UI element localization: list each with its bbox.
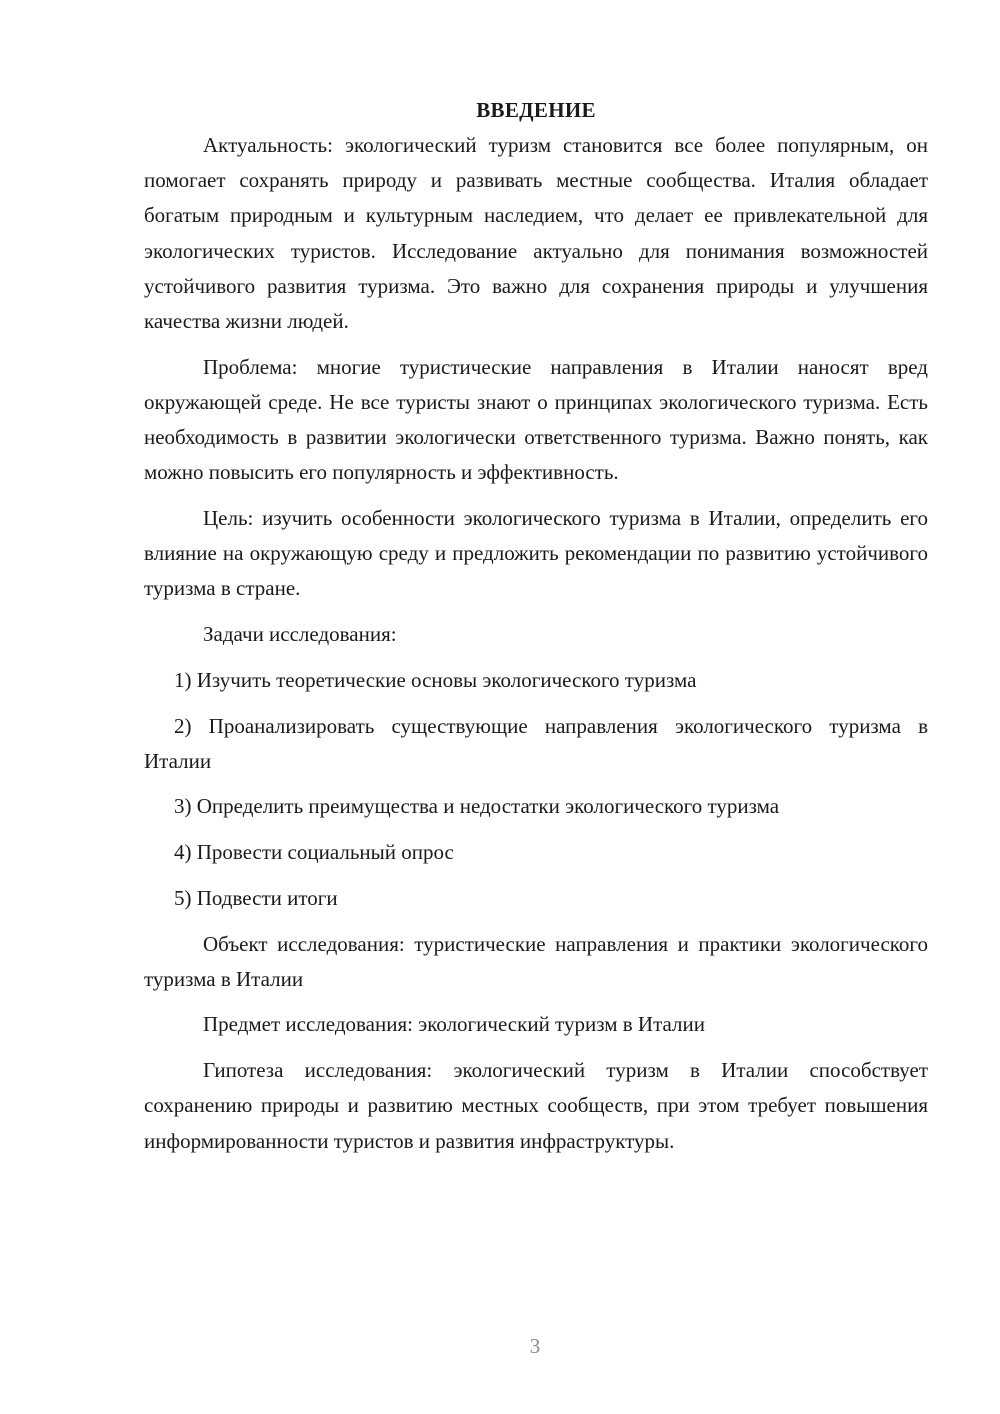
paragraph-goal: Цель: изучить особенности экологического туризма в Италии, определить его влияние на окружающую среду и предложить рекомендации по развитию устойчивого туризма в стране. — [144, 506, 928, 601]
paragraph-tasks-heading: Задачи исследования: — [203, 622, 397, 647]
section-title: ВВЕДЕНИЕ — [476, 98, 596, 122]
task-item-4: 4) Провести социальный опрос — [174, 840, 454, 865]
page-content — [144, 93, 928, 1159]
task-item-3: 3) Определить преимущества и недостатки экологического туризма — [174, 794, 780, 819]
paragraph-object: Объект исследования: туристические направления и практики экологического туризма в Италии — [144, 931, 928, 991]
paragraph-hypothesis: Гипотеза исследования: экологический туризм в Италии способствует сохранению природы и развитию местных сообществ, при этом требует повышения информированности туристов и развития инфраструктуры. — [144, 1058, 928, 1153]
task-item-2: 2) Проанализировать существующие направления экологического туризма в Италии — [144, 713, 928, 773]
paragraph-subject: Предмет исследования: экологический туризм в Италии — [203, 1012, 705, 1037]
task-item-1: 1) Изучить теоретические основы экологического туризма — [174, 667, 697, 692]
task-item-5: 5) Подвести итоги — [174, 885, 338, 910]
page-number: 3 — [529, 1334, 541, 1358]
paragraph-relevance: Актуальность: экологический туризм становится все более популярным, он помогает сохранять природу и развивать местные сообщества. Италия обладает богатым природным и культурным наследием, что делает ее привлекательной для экологических туристов. Исследование актуально для понимания возможностей устойчивого развития туризма. Это важно для сохранения природы и улучшения качества жизни людей. — [144, 133, 928, 334]
paragraph-problem: Проблема: многие туристические направления в Италии наносят вред окружающей среде. Не все туристы знают о принципах экологического туризма. Есть необходимость в развитии экологически ответственного туризма. Важно понять, как можно повысить его популярность и эффективность. — [144, 354, 928, 485]
